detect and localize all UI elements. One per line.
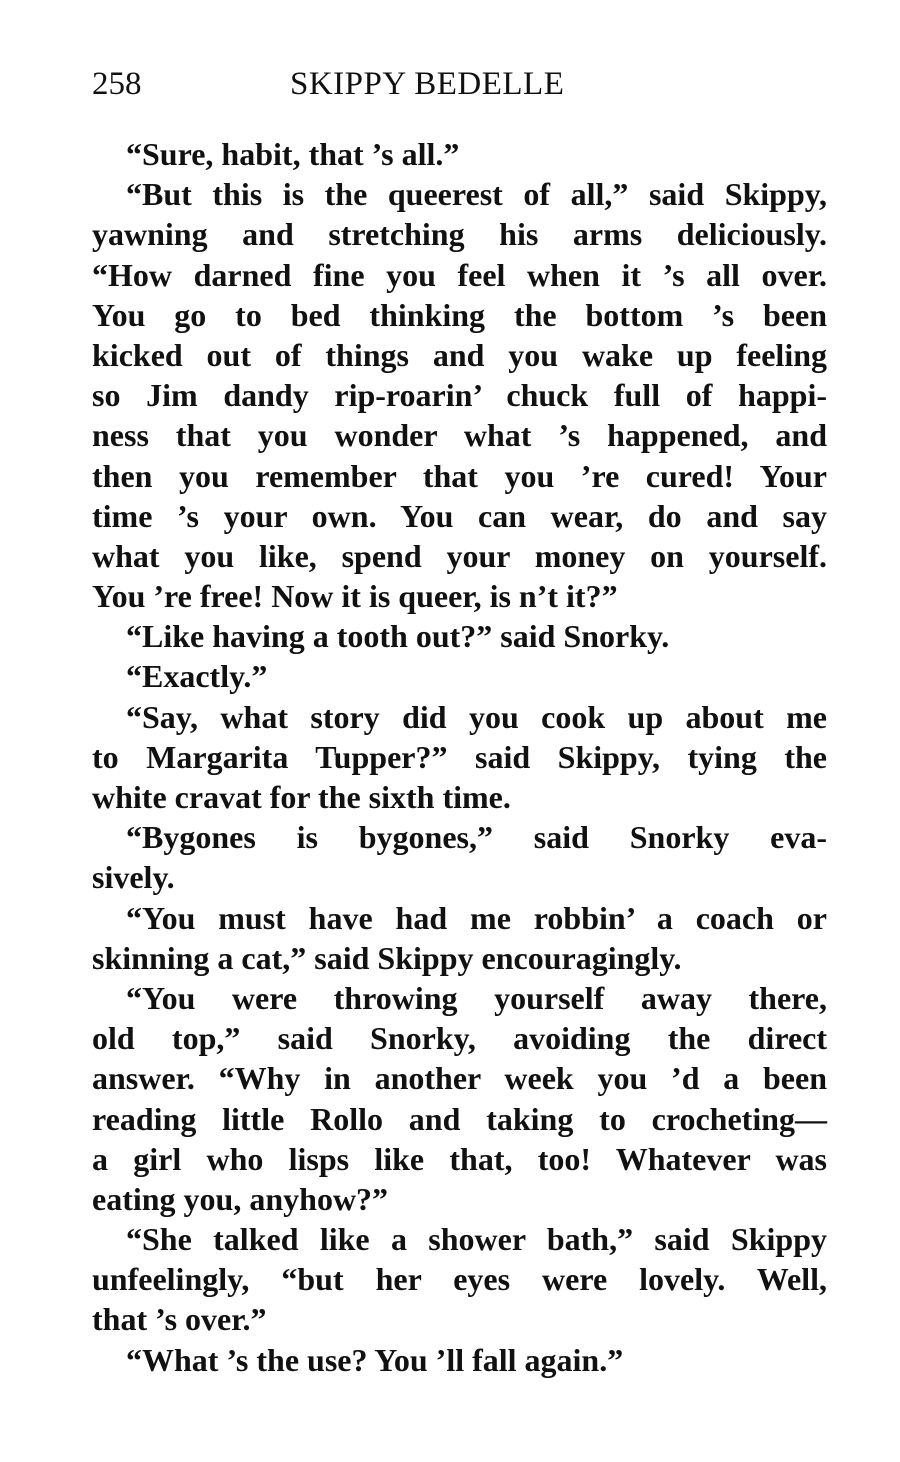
- text-line: “Exactly.”: [126, 658, 268, 695]
- text-line: ness that you wonder what ’s happened, and: [92, 417, 827, 454]
- text-line: “Bygones is bygones,” said Snorky eva-: [126, 819, 827, 856]
- text-line: eating you, anyhow?”: [92, 1180, 389, 1217]
- text-line: “How darned fine you feel when it ’s all over.: [92, 256, 827, 293]
- text-line: what you like, spend your money on yourself.: [92, 537, 827, 574]
- text-line: unfeelingly, “but her eyes were lovely. Well,: [92, 1261, 827, 1298]
- text-line: old top,” said Snorky, avoiding the direct: [92, 1020, 827, 1057]
- text-line: kicked out of things and you wake up feeling: [92, 336, 827, 373]
- text-line: “Sure, habit, that ’s all.”: [126, 136, 460, 172]
- text-line: then you remember that you ’re cured! Your: [92, 457, 827, 494]
- page-number: 258: [92, 66, 142, 102]
- text-line: “What ’s the use? You ’ll fall again.”: [126, 1341, 624, 1378]
- text-line: reading little Rollo and taking to crocheting—: [92, 1100, 827, 1137]
- text-line: time ’s your own. You can wear, do and say: [92, 497, 827, 534]
- text-line: “But this is the queerest of all,” said Skippy,: [126, 176, 827, 213]
- text-line: “Say, what story did you cook up about me: [126, 698, 827, 735]
- running-head: SKIPPY BEDELLE: [290, 66, 565, 102]
- text-line: You go to bed thinking the bottom ’s been: [92, 296, 827, 333]
- text-line: to Margarita Tupper?” said Skippy, tying the: [92, 738, 827, 775]
- text-line: skinning a cat,” said Skippy encouragingly.: [92, 939, 682, 976]
- text-line: “Like having a tooth out?” said Snorky.: [126, 618, 670, 655]
- text-line: a girl who lisps like that, too! Whatever was: [92, 1140, 827, 1177]
- text-line: white cravat for the sixth time.: [92, 779, 511, 815]
- text-line: You ’re free! Now it is queer, is n’t it?”: [92, 578, 618, 615]
- text-line: so Jim dandy rip-roarin’ chuck full of happi-: [92, 377, 827, 414]
- text-line: “She talked like a shower bath,” said Skippy: [126, 1221, 827, 1258]
- text-line: that ’s over.”: [92, 1301, 267, 1338]
- body-text: [92, 134, 827, 1380]
- text-line: “You were throwing yourself away there,: [126, 979, 827, 1016]
- text-line: answer. “Why in another week you ’d a been: [92, 1060, 827, 1097]
- text-line: yawning and stretching his arms deliciously.: [92, 216, 827, 253]
- text-line: “You must have had me robbin’ a coach or: [126, 899, 827, 936]
- page-header: [92, 66, 827, 116]
- text-line: sively.: [92, 859, 175, 896]
